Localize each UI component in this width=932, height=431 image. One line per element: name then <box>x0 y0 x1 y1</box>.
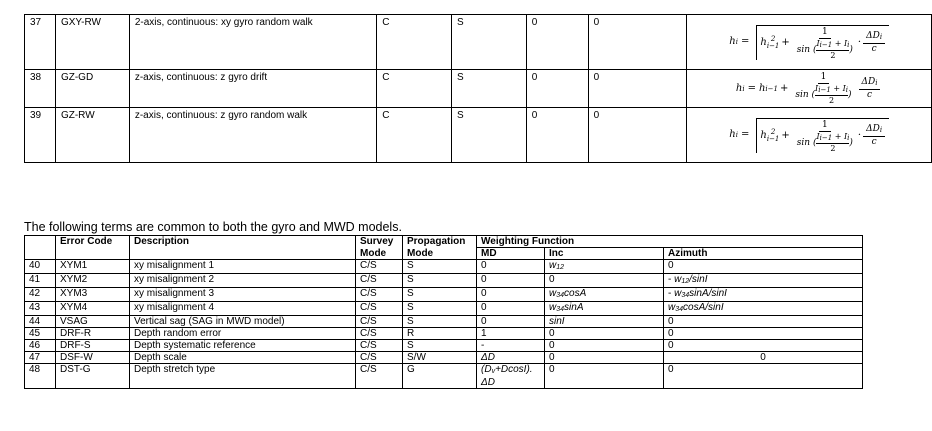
table-row <box>25 352 863 364</box>
azimuth-weight <box>664 302 863 316</box>
formula-prev: h <box>760 37 767 48</box>
md-weight: 0 <box>477 316 545 328</box>
error-code: GZ-GD <box>55 70 129 108</box>
formula-lhs-sub: i <box>735 131 738 139</box>
md-weight: - <box>477 340 545 352</box>
error-code: DRF-R <box>56 328 130 340</box>
w-sub: 12 <box>556 264 565 271</box>
error-code: DSF-W <box>56 352 130 364</box>
formula-lhs-sub: i <box>742 84 745 93</box>
description: xy misalignment 1 <box>130 260 356 274</box>
gyro-error-terms-table <box>24 14 932 163</box>
formula-cell <box>687 15 932 70</box>
dv-rest: +DcosI). <box>495 364 533 375</box>
description: xy misalignment 4 <box>130 302 356 316</box>
propagation-mode: S <box>403 340 477 352</box>
arg-sub2: i <box>845 86 848 94</box>
delta-den: c <box>866 89 873 100</box>
description: xy misalignment 3 <box>130 288 356 302</box>
error-code: VSAG <box>56 316 130 328</box>
w-symbol: w <box>674 274 682 285</box>
sqrt-radical <box>756 25 889 60</box>
row-number: 38 <box>25 70 56 108</box>
formula-lhs: h <box>729 36 736 47</box>
row-number: 46 <box>25 340 56 352</box>
sin-i-term: /sinI <box>689 274 708 285</box>
header-inc: Inc <box>545 248 664 260</box>
w-sub: 12 <box>681 278 690 285</box>
azimuth-weight: 0 <box>664 352 863 364</box>
delta-d: ΔD <box>866 124 880 134</box>
header-description: Description <box>130 236 356 260</box>
table-row <box>25 108 932 163</box>
arg-plus: + <box>830 84 843 93</box>
formula-plus: + <box>781 37 790 48</box>
error-code: XYM4 <box>56 302 130 316</box>
table-row <box>25 15 932 70</box>
md-weight: ΔD <box>477 352 545 364</box>
formula-sqrt <box>729 118 889 153</box>
fraction-num: 1 <box>818 72 830 84</box>
table-row <box>25 274 863 288</box>
error-code: GZ-RW <box>55 108 129 163</box>
error-code: DST-G <box>56 364 130 389</box>
header-survey-mode-2: Mode <box>356 248 403 260</box>
survey-mode: C/S <box>356 364 403 389</box>
formula-prev: h <box>760 130 767 141</box>
w-symbol: w <box>549 260 557 271</box>
fraction-delta <box>859 77 881 101</box>
fraction-delta <box>863 124 885 148</box>
row-number: 43 <box>25 302 56 316</box>
formula-dot: · <box>857 37 862 48</box>
description: Depth random error <box>130 328 356 340</box>
formula-sub: i−1 <box>766 135 780 143</box>
azimuth-weight: 0 <box>664 328 863 340</box>
description: Depth systematic reference <box>130 340 356 352</box>
dv-sub: v <box>491 368 496 375</box>
cos-a-term: cosA <box>683 302 706 313</box>
inc-weight: 0 <box>588 70 687 108</box>
w-sub: 34 <box>556 292 565 299</box>
description: z-axis, continuous: z gyro drift <box>129 70 376 108</box>
row-number: 47 <box>25 352 56 364</box>
arg-sub2: i <box>847 133 850 142</box>
md-weight: 0 <box>526 108 588 163</box>
survey-mode: C/S <box>356 340 403 352</box>
survey-mode: C <box>377 70 452 108</box>
sin-label: sin <box>796 137 811 148</box>
inc-weight: 0 <box>545 352 664 364</box>
table-row <box>25 260 863 274</box>
formula-prev: h <box>758 82 766 94</box>
w-symbol: w <box>549 302 557 313</box>
formula-equals: = <box>740 36 750 47</box>
formula-lhs: h <box>729 129 736 140</box>
table-row <box>25 364 863 389</box>
arg-i2: I <box>843 38 848 48</box>
header-propagation-mode: Propagation <box>403 236 477 248</box>
formula-sub: i−1 <box>765 84 778 93</box>
formula-lhs-sub: i <box>735 38 738 46</box>
arg-sub2: i <box>847 40 850 49</box>
delta-d: ΔD <box>861 76 876 87</box>
minus-sign: - <box>668 274 675 285</box>
cos-a-term: cosA <box>564 288 587 299</box>
fraction-sin <box>794 27 856 60</box>
formula-equals: = <box>747 82 756 94</box>
description: Depth stretch type <box>130 364 356 389</box>
md-weight: 1 <box>477 328 545 340</box>
survey-mode: C <box>377 108 452 163</box>
survey-mode: C/S <box>356 328 403 340</box>
inc-weight: 0 <box>545 274 664 288</box>
fraction-num: 1 <box>819 27 831 39</box>
w-sub: 34 <box>681 292 690 299</box>
w-symbol: w <box>668 302 676 313</box>
row-number: 39 <box>25 108 56 163</box>
arg-den: 2 <box>830 143 836 153</box>
inc-weight: 0 <box>588 15 687 70</box>
formula-sup: 2 <box>770 128 776 136</box>
arg-plus: + <box>832 131 844 141</box>
propagation-mode: S <box>403 288 477 302</box>
formula-linear <box>736 72 883 105</box>
w-symbol: w <box>549 288 557 299</box>
fraction-num: 1 <box>819 120 831 132</box>
azimuth-weight: 0 <box>664 340 863 352</box>
description: z-axis, continuous: z gyro random walk <box>129 108 376 163</box>
table-row <box>25 340 863 352</box>
azimuth-weight: 0 <box>664 260 863 274</box>
inc-weight <box>545 302 664 316</box>
row-number: 42 <box>25 288 56 302</box>
description: 2-axis, continuous: xy gyro random walk <box>129 15 376 70</box>
arg-den: 2 <box>830 50 836 60</box>
delta-den: c <box>871 137 877 147</box>
row-number: 41 <box>25 274 56 288</box>
md-weight: 0 <box>477 260 545 274</box>
header-survey-mode: Survey <box>356 236 403 248</box>
md-line-1 <box>481 364 540 377</box>
common-error-terms-table <box>24 235 863 389</box>
w-sub: 34 <box>556 306 565 313</box>
table-row <box>25 316 863 328</box>
formula-equals: = <box>740 129 750 140</box>
formula-plus: + <box>781 130 790 141</box>
propagation-mode: S <box>403 274 477 288</box>
formula-lhs: h <box>735 82 743 94</box>
formula-plus: + <box>779 82 789 94</box>
sin-label: sin <box>795 90 809 100</box>
fraction-den: sin ( $\frac{I_{i-1} + I_i}{2}$ ) <box>795 84 852 105</box>
md-weight: 0 <box>477 274 545 288</box>
arg-plus: + <box>832 38 844 48</box>
inc-weight <box>545 260 664 274</box>
azimuth-weight: 0 <box>664 316 863 328</box>
formula-cell <box>687 70 932 108</box>
inc-weight: 0 <box>545 364 664 389</box>
propagation-mode: S <box>452 108 527 163</box>
arg-sub: i−1 <box>819 40 833 49</box>
md-weight: 0 <box>477 302 545 316</box>
delta-sub: i <box>875 78 878 87</box>
survey-mode: C/S <box>356 316 403 328</box>
survey-mode: C/S <box>356 302 403 316</box>
propagation-mode: S <box>403 302 477 316</box>
sin-a-term: sinA <box>564 302 584 313</box>
row-number: 40 <box>25 260 56 274</box>
error-code: XYM1 <box>56 260 130 274</box>
inc-weight: sinI <box>545 316 664 328</box>
fraction-den: sin ( $\frac{I_{i-1} + I_i}{2}$ ) <box>796 38 853 60</box>
fraction-delta <box>863 31 885 55</box>
formula-sqrt <box>729 25 889 60</box>
table-row <box>25 70 932 108</box>
survey-mode: C <box>377 15 452 70</box>
inc-weight: 0 <box>588 108 687 163</box>
arg-i2: I <box>843 131 848 141</box>
table-row <box>25 302 863 316</box>
section-caption: The following terms are common to both the gyro and MWD models. <box>24 220 402 234</box>
propagation-mode: G <box>403 364 477 389</box>
table-row <box>25 328 863 340</box>
row-number: 45 <box>25 328 56 340</box>
md-weight: 0 <box>526 70 588 108</box>
arg-den: 2 <box>828 96 835 105</box>
sin-i-term: /sinI <box>708 288 727 299</box>
sin-i-term: /sinI <box>705 302 724 313</box>
header-error-code: Error Code <box>56 236 130 260</box>
description: xy misalignment 2 <box>130 274 356 288</box>
description: Vertical sag (SAG in MWD model) <box>130 316 356 328</box>
azimuth-weight <box>664 274 863 288</box>
arg-sub: i−1 <box>819 133 833 142</box>
azimuth-weight: 0 <box>664 364 863 389</box>
header-num <box>25 236 56 260</box>
survey-mode: C/S <box>356 274 403 288</box>
md-weight: 0 <box>526 15 588 70</box>
delta-sub: i <box>879 126 883 134</box>
delta-den: c <box>871 44 877 54</box>
inc-weight: 0 <box>545 340 664 352</box>
arg-sub: i−1 <box>818 86 831 94</box>
row-number: 44 <box>25 316 56 328</box>
fraction-sin <box>794 120 856 153</box>
arg-i: I <box>815 84 819 93</box>
w-symbol: w <box>674 288 682 299</box>
formula-dot: · <box>857 130 862 141</box>
header-row-1 <box>25 236 863 248</box>
formula-sup: 2 <box>770 35 776 43</box>
survey-mode: C/S <box>356 260 403 274</box>
sin-a-term: sinA <box>689 288 709 299</box>
delta-sub: i <box>879 33 883 41</box>
error-code: XYM2 <box>56 274 130 288</box>
w-sub: 34 <box>675 306 684 313</box>
table-row <box>25 288 863 302</box>
error-code: DRF-S <box>56 340 130 352</box>
fraction-sin <box>792 72 854 105</box>
fraction-den: sin ( $\frac{I_{i-1} + I_i}{2}$ ) <box>796 131 853 153</box>
md-weight <box>477 364 545 389</box>
survey-mode: C/S <box>356 288 403 302</box>
formula-cell <box>687 108 932 163</box>
arg-i: I <box>816 131 820 141</box>
arg-i2: I <box>842 84 846 93</box>
propagation-mode: S <box>403 316 477 328</box>
minus-sign: - <box>668 288 675 299</box>
header-azimuth: Azimuth <box>664 248 863 260</box>
header-weighting-function: Weighting Function <box>477 236 863 248</box>
inc-weight <box>545 288 664 302</box>
sqrt-radical <box>756 118 889 153</box>
header-md: MD <box>477 248 545 260</box>
propagation-mode: S <box>452 15 527 70</box>
dv-open: (D <box>481 364 492 375</box>
propagation-mode: R <box>403 328 477 340</box>
description: Depth scale <box>130 352 356 364</box>
row-number: 48 <box>25 364 56 389</box>
propagation-mode: S <box>452 70 527 108</box>
arg-i: I <box>816 38 820 48</box>
error-code: XYM3 <box>56 288 130 302</box>
sin-label: sin <box>796 44 811 55</box>
delta-d: ΔD <box>866 31 880 41</box>
survey-mode: C/S <box>356 352 403 364</box>
md-line-2: ΔD <box>481 377 495 388</box>
row-number: 37 <box>25 15 56 70</box>
formula-sub: i−1 <box>766 42 780 50</box>
error-code: GXY-RW <box>55 15 129 70</box>
azimuth-weight <box>664 288 863 302</box>
header-propagation-mode-2: Mode <box>403 248 477 260</box>
md-weight: 0 <box>477 288 545 302</box>
propagation-mode: S <box>403 260 477 274</box>
inc-weight: 0 <box>545 328 664 340</box>
propagation-mode: S/W <box>403 352 477 364</box>
